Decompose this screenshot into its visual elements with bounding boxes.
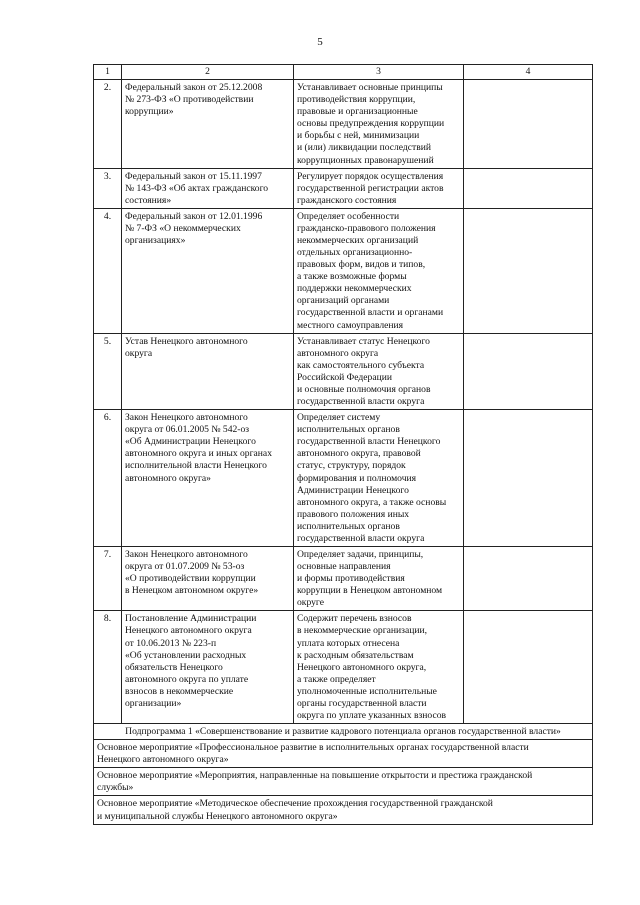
section-row — [94, 796, 593, 824]
row-note — [464, 333, 593, 409]
header-col-1: 1 — [94, 65, 122, 80]
legal-act-description: Определяет особенности гражданско-правового положения некоммерческих организаций отдельных организационно- правовых форм, видов и типов, а также возможные формы поддержки некоммерческих организаций органами государственной власти и органами местного самоуправления — [294, 208, 464, 333]
section-row — [94, 740, 593, 768]
table-row — [94, 80, 593, 169]
legal-act-description: Определяет систему исполнительных органов государственной власти Ненецкого автономного округа, правовой статус, структуру, порядок формирования и полномочия Администрации Ненецкого автономного округа, а также основы правового положения иных исполнительных органов государственной власти округа — [294, 410, 464, 547]
main-activity-title: Основное мероприятие «Мероприятия, направленные на повышение открытости и престижа гражданской службы» — [94, 768, 593, 796]
main-activity-title: Основное мероприятие «Профессиональное развитие в исполнительных органах государственной власти Ненецкого автономного округа» — [94, 740, 593, 768]
legal-act-description: Определяет задачи, принципы, основные направления и формы противодействия коррупции в Ненецком автономном округе — [294, 546, 464, 610]
row-number: 2. — [94, 80, 122, 169]
legal-act-name: Федеральный закон от 25.12.2008 № 273-ФЗ «О противодействии коррупции» — [122, 80, 294, 169]
legal-act-description: Устанавливает статус Ненецкого автономного округа как самостоятельного субъекта Российской Федерации и основные полномочия органов государственной власти округа — [294, 333, 464, 409]
row-number: 7. — [94, 546, 122, 610]
row-number: 5. — [94, 333, 122, 409]
legal-act-name: Федеральный закон от 12.01.1996 № 7-ФЗ «О некоммерческих организациях» — [122, 208, 294, 333]
row-number: 6. — [94, 410, 122, 547]
row-number: 4. — [94, 208, 122, 333]
legal-act-name: Федеральный закон от 15.11.1997 № 143-ФЗ «Об актах гражданского состояния» — [122, 168, 294, 208]
table-row — [94, 208, 593, 333]
table-row — [94, 168, 593, 208]
legal-act-description: Регулирует порядок осуществления государственной регистрации актов гражданского состояния — [294, 168, 464, 208]
row-note — [464, 168, 593, 208]
table-row — [94, 410, 593, 547]
main-activity-title: Основное мероприятие «Методическое обеспечение прохождения государственной гражданской и муниципальной службы Ненецкого автономного округа» — [94, 796, 593, 824]
legal-act-name: Закон Ненецкого автономного округа от 06.01.2005 № 542-оз «Об Администрации Ненецкого автономного округа и иных органах исполнительной власти Ненецкого автономного округа» — [122, 410, 294, 547]
header-col-3: 3 — [294, 65, 464, 80]
row-note — [464, 410, 593, 547]
table-row — [94, 546, 593, 610]
legal-act-name: Устав Ненецкого автономного округа — [122, 333, 294, 409]
row-note — [464, 80, 593, 169]
header-col-4: 4 — [464, 65, 593, 80]
table-header-row — [94, 65, 593, 80]
table-row — [94, 333, 593, 409]
row-note — [464, 546, 593, 610]
row-note — [464, 611, 593, 724]
legal-act-description: Устанавливает основные принципы противодействия коррупции, правовые и организационные основы предупреждения коррупции и борьбы с ней, минимизации и (или) ликвидации последствий коррупционных правонарушений — [294, 80, 464, 169]
subprogram-title: Подпрограмма 1 «Совершенствование и развитие кадрового потенциала органов государственной власти» — [94, 724, 593, 740]
page-number: 5 — [317, 36, 323, 48]
header-col-2: 2 — [122, 65, 294, 80]
section-row — [94, 768, 593, 796]
legal-act-name: Закон Ненецкого автономного округа от 01.07.2009 № 53-оз «О противодействии коррупции в Ненецком автономном округе» — [122, 546, 294, 610]
row-number: 3. — [94, 168, 122, 208]
legal-act-description: Содержит перечень взносов в некоммерческие организации, уплата которых отнесена к расходным обязательствам Ненецкого автономного округа, а также определяет уполномоченные исполнительные органы государственной власти округа по уплате указанных взносов — [294, 611, 464, 724]
legal-act-name: Постановление Администрации Ненецкого автономного округа от 10.06.2013 № 223-п «Об установлении расходных обязательств Ненецкого автономного округа по уплате взносов в некоммерческие организации» — [122, 611, 294, 724]
row-number: 8. — [94, 611, 122, 724]
section-row — [94, 724, 593, 740]
legal-acts-table — [93, 64, 593, 825]
row-note — [464, 208, 593, 333]
table-row — [94, 611, 593, 724]
